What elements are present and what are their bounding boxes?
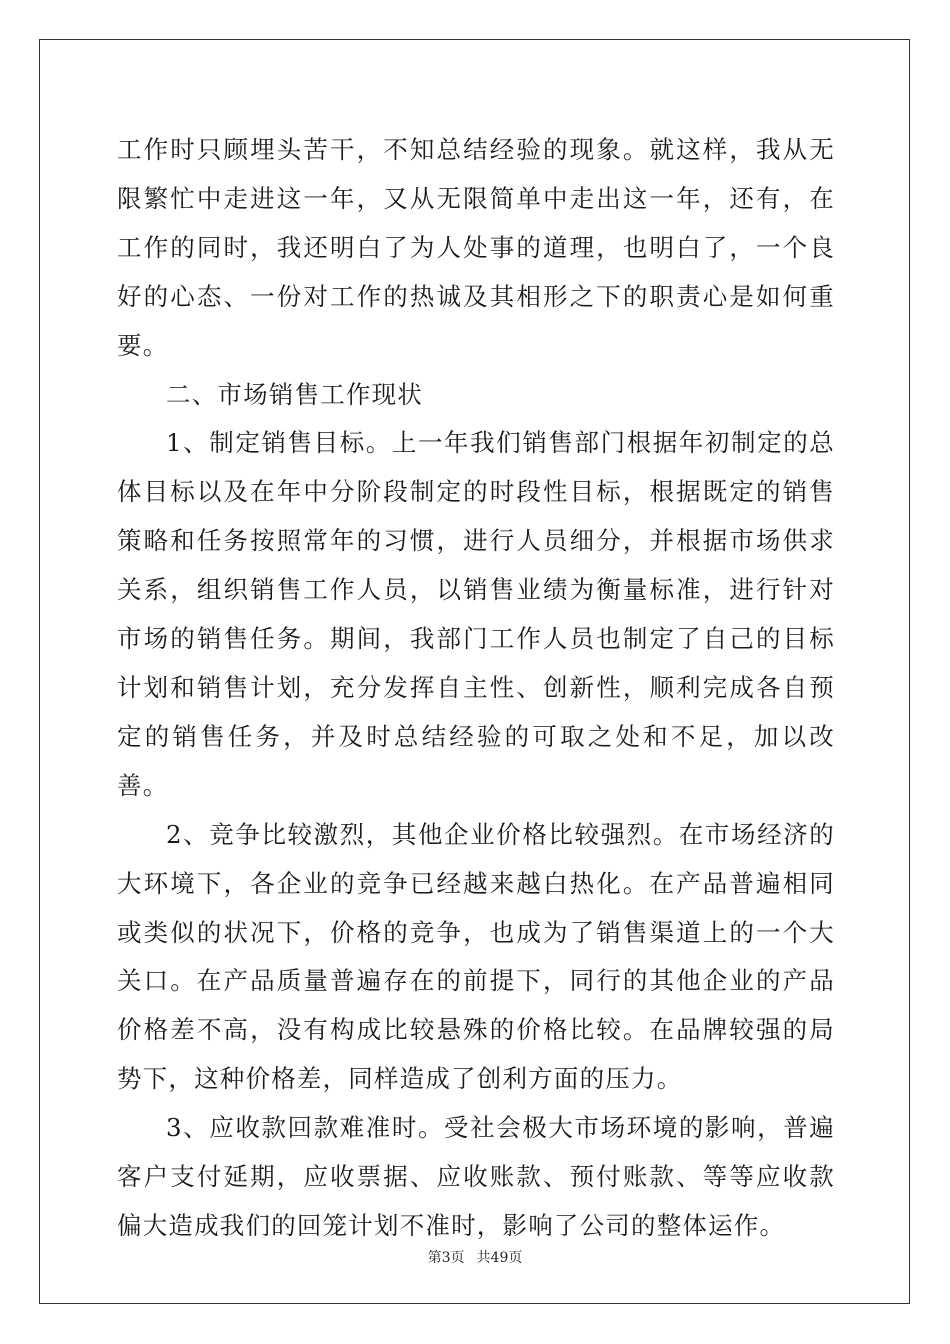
section-heading: 二、市场销售工作现状 <box>166 379 423 409</box>
paragraph-sales-targets: 1、制定销售目标。上一年我们销售部门根据年初制定的总体目标以及在年中分阶段制定的时段性目标，根据既定的销售策略和任务按照常年的习惯，进行人员细分，并根据市场供求关系，组织销售工作人员，以销售业绩为衡量标准，进行针对市场的销售任务。期间，我部门工作人员也制定了自己的目标计划和销售计划，充分发挥自主性、创新性，顺利完成各自预定的销售任务，并及时总结经验的可取之处和不足，加以改善。 <box>117 428 835 800</box>
paragraph-competition: 2、竞争比较激烈，其他企业价格比较强烈。在市场经济的大环境下，各企业的竞争已经越来越白热化。在产品普遍相同或类似的状况下，价格的竞争，也成为了销售渠道上的一个大关口。在产品质量普遍存在的前提下，同行的其他企业的产品价格差不高，没有构成比较悬殊的价格比较。在品牌较强的局势下，这种价格差，同样造成了创利方面的压力。 <box>117 819 835 1094</box>
paragraph-continuation: 工作时只顾埋头苦干，不知总结经验的现象。就这样，我从无限繁忙中走进这一年，又从无限简单中走出这一年，还有，在工作的同时，我还明白了为人处事的道理，也明白了，一个良好的心态、一份对工作的热诚及其相形之下的职责心是如何重要。 <box>117 135 835 360</box>
document-body <box>117 126 835 1251</box>
page-footer <box>0 1247 950 1267</box>
page-number: 第3页 <box>427 1250 465 1266</box>
page-total: 共49页 <box>476 1250 523 1266</box>
paragraph-receivables: 3、应收款回款难准时。受社会极大市场环境的影响，普遍客户支付延期，应收票据、应收账款、预付账款、等等应收款偏大造成我们的回笼计划不准时，影响了公司的整体运作。 <box>117 1113 835 1240</box>
